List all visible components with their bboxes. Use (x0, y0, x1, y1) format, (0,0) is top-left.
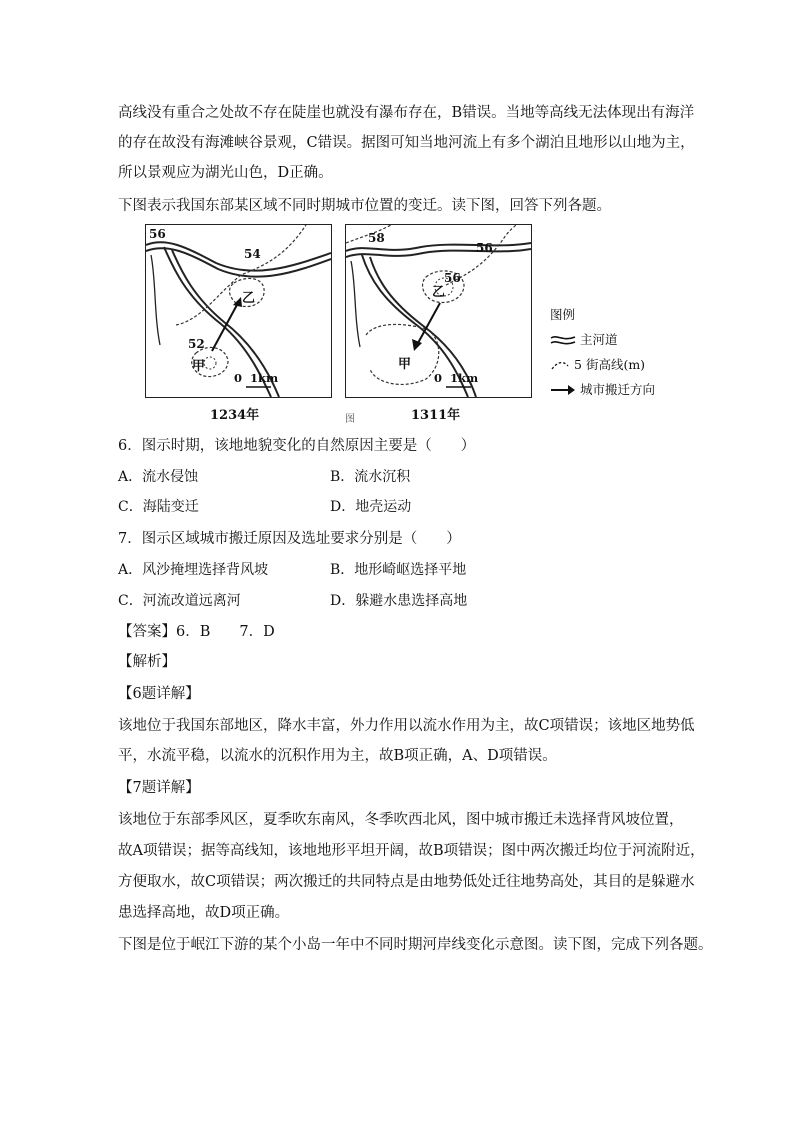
contour-symbol-icon (550, 358, 576, 372)
answer-line: 【答案】6．B 7．D (118, 624, 275, 640)
legend-river-label: 主河道 (580, 332, 618, 347)
legend-title: 图例 (550, 307, 576, 322)
paragraph-line: 所以景观应为湖光山色，D正确。 (118, 165, 333, 181)
q6-option-b: B．流水沉积 (330, 469, 411, 485)
legend-contour-label: 街高线(m) (585, 357, 646, 372)
analysis-heading: 【解析】 (118, 654, 176, 670)
place-jia: 甲 (192, 359, 206, 374)
next-question-intro: 下图是位于岷江下游的某个小岛一年中不同时期河岸线变化示意图。读下图，完成下列各题。 (118, 937, 713, 953)
paragraph-line: 高线没有重合之处故不存在陡崖也就没有瀑布存在，B错误。当地等高线无法体现出有海洋 (118, 105, 695, 121)
question-intro: 下图表示我国东部某区域不同时期城市位置的变迁。读下图，回答下列各题。 (118, 198, 611, 214)
contour-label: 52 (188, 337, 205, 351)
place-jia: 甲 (398, 357, 412, 372)
paragraph-line: 故A项错误；据等高线知，该地地形平坦开阔，故B项错误；图中两次搬迁均位于河流附近， (118, 843, 705, 859)
year-label-1234: 1234年 (210, 408, 260, 423)
scale-label: 0 1km (234, 371, 279, 385)
q7-option-c: C．河流改道远离河 (118, 593, 241, 609)
q6-option-c: C．海陆变迁 (118, 499, 199, 515)
q6-option-d: D．地壳运动 (330, 499, 412, 515)
q7-option-a: A．风沙掩埋选择背风坡 (118, 562, 269, 578)
legend-arrow-label: 城市搬迁方向 (580, 382, 656, 397)
figure-caption-fragment: 图 (345, 414, 355, 425)
paragraph-line: 的存在故没有海滩峡谷景观，C错误。据图可知当地河流上有多个湖泊且地形以山地为主， (118, 135, 695, 151)
year-label-1311: 1311年 (411, 408, 461, 423)
q7-detail-heading: 【7题详解】 (118, 780, 200, 796)
paragraph-line: 平，水流平稳，以流水的沉积作用为主，故B项正确，A、D项错误。 (118, 748, 557, 764)
river-symbol-icon (550, 333, 576, 347)
contour-label: 56 (149, 227, 166, 241)
question-7-stem: 7．图示区域城市搬迁原因及选址要求分别是（ ） (118, 531, 461, 547)
place-yi: 乙 (432, 285, 446, 300)
legend-contour (550, 352, 655, 377)
arrow-right-icon (550, 383, 576, 397)
paragraph-line: 方便取水，故C项错误；两次搬迁的共同特点是由地势低处迁往地势高处，其目的是躲避水 (118, 874, 695, 890)
paragraph-line: 患选择高地，故D项正确。 (118, 905, 290, 921)
place-yi: 乙 (242, 291, 256, 306)
question-6-stem: 6．图示时期，该地地貌变化的自然原因主要是（ ） (118, 438, 476, 454)
paragraph-line: 该地位于我国东部地区，降水丰富，外力作用以流水作用为主，故C项错误；该地区地势低 (118, 718, 695, 734)
map-1234 (145, 224, 332, 398)
q6-option-a: A．流水侵蚀 (118, 469, 199, 485)
q7-option-d: D．躲避水患选择高地 (330, 593, 468, 609)
legend-river (550, 327, 655, 352)
map-1311 (345, 224, 532, 398)
legend-contour-sample: 5 (574, 357, 582, 372)
contour-label: 56 (476, 241, 493, 255)
scale-label: 0 1km (434, 371, 479, 385)
city-migration-figure (145, 224, 690, 424)
q7-option-b: B．地形崎岖选择平地 (330, 562, 467, 578)
legend-arrow (550, 377, 655, 402)
q6-detail-heading: 【6题详解】 (118, 686, 200, 702)
contour-label: 56 (444, 271, 461, 285)
map-legend (550, 302, 655, 402)
contour-label: 54 (244, 247, 261, 261)
contour-label: 58 (368, 231, 385, 245)
paragraph-line: 该地位于东部季风区，夏季吹东南风，冬季吹西北风，图中城市搬迁未选择背风坡位置， (118, 812, 684, 828)
